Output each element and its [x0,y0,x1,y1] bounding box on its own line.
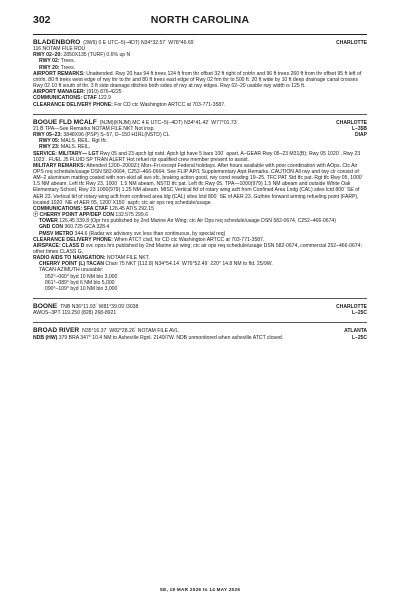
line-label: MILITARY REMARKS: [33,162,86,169]
line-label: CHERRY POINT (L) TACAN [39,261,104,268]
chart-label: CHARLOTTE [336,40,367,46]
entry-separator [33,114,367,115]
facility-name: BROAD RIVER [33,327,80,335]
line-label: COMMUNICATIONS: SFA CTAF [33,205,108,212]
line-text: Trees. [59,64,76,71]
entry-line [33,102,367,108]
entry-line [33,335,367,341]
entry-heading [33,120,367,126]
line-text: 126.45 339.8 (Opr hrs published by 2nd Marine Air Wing; ctc Air Ops req schedule/usage DSN 582-0674, C252–466-0674) [57,218,336,225]
line-label: ⓡ CHERRY POINT APP/DEP CON [33,212,114,219]
line-text: When ATCT clsd, for CD ctc Washington ARTCC at 703-771-3587. [112,236,265,243]
line-label: AIRSPACE: CLASS D [33,242,85,249]
entry-separator [33,322,367,323]
entry-subline: 116 NOTAM FILE RDU [33,46,86,53]
chart-label: CHARLOTTE [336,304,367,311]
line-label: AIRPORT MANAGER: [33,89,86,96]
entry-line [33,71,367,89]
page-number: 302 [33,14,51,26]
airport-entry [33,120,367,292]
line-text: 360.725 GCA 328.4 [63,224,110,231]
line-text: MALS. REIL. [59,144,91,151]
chart-label: L–35B [351,125,367,132]
line-label: COMMUNICATIONS: CTAF [33,95,97,102]
facility-name: BLADENBORO [33,39,81,46]
chart-label: L–25C [351,310,367,317]
line-text: Trees. [59,58,76,65]
facility-name: BOGUE FLD MCALF [33,118,97,126]
line-label: NDB (HW) [33,334,58,341]
line-text: 344.6 (Radar wx advisory svc less than continuous, by special req) [73,230,226,237]
chart-reference [344,328,367,340]
line-text: Rwy 05 and 23 apch lgt nstd. Apch lgt have 5 bars 100´ apart. A–GEAR Rwy 05–23 M31(B); Rwy 05 1020´, Rwy 23 1023´. FUEL J5 FLUID SP TRAN ALERT Hot refuel rqr qualified crew member present to assist. [33,150,361,163]
line-text: Attended 1200–2000Z‡ Mon–Fri except Federal holidays. After hours available with prior coordination with AOps. Ctc Air OPS req schedule/usage DSN 582-0664, C252–466-0664. See FLIP AP/1 Supplementary Arpt Remarks. CAUTION All rwy and twy clr consist of AM–2 aluminum matting coated with non-skid all avs sfc, braking action good, rwy cond reading 19–25. TFC PAT Std tfc pat. Rgt tfc Rwy 05, 1000´ 1.5 NM abeam. Left tfc Rwy 23, 1000´ 1.5 NM abeam. NSTD tfc pat. Left tfc Rwy 05, TPA—1000(979) 1.5 NM abeam and outside White Oak Elementary School, Rwy 23 1000(979) 1.25 NM abeam. MISC Vertical fkf of rotary wing acft from Confined Area Lndg (CAL) sites lctd 800´ SE of AER 23. Vertical tkf of rotary wing acft from confined area ldg (CAL) sites lctd 800´ SE of AER 23. Guthrie forward arming refueling point (FARP), located 1020´ NE of AER 05, 1200´X150´ asph; ctc air ops req schedule/usage. [33,162,364,206]
line-text: 061°–089° byd 6 NM blo 5,000´ [45,279,117,286]
line-text: 132.575 299.6 [113,212,148,219]
line-text: 052°–060° byd 10 NM blo 3,000´ [45,273,120,280]
airport-entry [33,40,367,108]
line-label: AIRPORT REMARKS: [33,70,85,77]
line-label: GND CON [39,224,64,231]
airport-entry [33,304,367,316]
line-text: 122.9 [96,95,111,102]
facility-info: (NJM)(KNJM) MC 4 E UTC–5(–4DT) N34°41.42´ W77°01.73´ [99,119,239,126]
chart-label: L–25C [351,334,367,341]
line-text: 379 BRA 347° 10.4 NM to Asheville Rgnl. 2149/7W. NDB unmonitored when asheville ATCT closed. [57,334,284,341]
line-label: RWY 05: [39,138,60,145]
line-label: TOWER [39,218,58,225]
header-rule [33,34,367,35]
line-text: For CD ctc Washington ARTCC at 703-771-3587. [112,101,226,108]
state-title: NORTH CAROLINA [150,14,250,26]
line-label: RWY 05–23: [33,132,62,139]
line-label: RWY 23: [39,144,60,151]
entry-line [33,286,367,292]
facility-info: TNB N36°11.93´ W81°39.09´/3038 [60,304,139,311]
line-text: Chan 75 NKT (112.8) N34°54.14´ W76°52.49´ 220° 14.8 NM to fld. 25/9W. [104,261,273,268]
line-label: RADIO AIDS TO NAVIGATION: [33,255,106,262]
page-header [33,14,367,28]
entries-list [33,40,367,341]
entry-line [33,163,367,206]
chart-reference [336,304,367,316]
entry-separator [33,298,367,299]
line-label: RWY 20: [39,64,60,71]
line-text: svc opns hrs published by 2nd Marine air wing; ctc air ops req schedule/usage DSN 582-0674, commercial 252–466-0674; other times CLASS G. [33,242,362,255]
chart-label: CHARLOTTE [336,119,367,126]
facility-info: N35°16.37´ W82°28.26´ NOTAM FILE AVL. [82,328,180,335]
line-label: PMSV METRO [39,230,74,237]
line-label: RWY 02–20: [33,52,62,59]
line-text: Unattended. Rwy 20 has 94 ft trees 124 ft from thr offset 32 ft right of cntrln and 96 ft trees 260 ft from thr offset 95 ft left of cntrln. 80 ft trees west edge of rwy thr to thr and 80 ft trees east edge of Rwy 02 frm thr to 500 ft. 20 ft wide by 10 ft deep drainage canal crosses Rwy 02 10 ft south of thr. 3 ft side drainage ditches both sides of rwy at rwy edges. Rwy 02–20 usable rwy width is 125 ft. [33,70,362,90]
line-text: 2850X135 (TURF) 0.6% up N [61,52,131,59]
airport-entry [33,328,367,340]
line-text: 3848X96 (PSP) S–57, D–150 H1RL(NSTD) CL [61,132,170,139]
line-label: CLEARANCE DELIVERY PHONE: [33,236,113,243]
line-text: (910) 876-4225 [85,89,122,96]
entry-subline: 21 B TPA—See Remarks NOTAM FILE NKT Not insp. [33,125,155,132]
line-text: 126.45 ATIS 292.15 [107,205,154,212]
line-label: CLEARANCE DELIVERY PHONE: [33,101,113,108]
line-label: RWY 02: [39,58,60,65]
effective-dates: SE, 19 MAR 2026 to 14 MAY 2026 [159,587,241,592]
line-label: SERVICE: MILITARY— LGT [33,150,99,157]
entry-subline: AWOS–3PT 119.250 (828) 268-8921 [33,310,117,317]
chart-reference [336,120,367,139]
entry-line [33,243,367,255]
facility-name: BOONE [33,303,58,311]
chart-label: ATLANTA [344,328,367,335]
entry-line [33,151,367,163]
facility-info: (3W6) 0 E UTC–5(–4DT) N34°32.57´ W78°46.69´ [83,40,196,46]
chart-label: DIAP [355,132,367,139]
line-text: NOTAM FILE NKT. [105,255,150,262]
line-text: MALS. REIL. Rgt tfc. [59,138,108,145]
line-text: 090°–109° byd 10 NM blo 3,000´ [45,285,120,292]
chart-reference [336,40,367,46]
line-text: TACAN AZIMUTH unusable: [39,267,104,274]
